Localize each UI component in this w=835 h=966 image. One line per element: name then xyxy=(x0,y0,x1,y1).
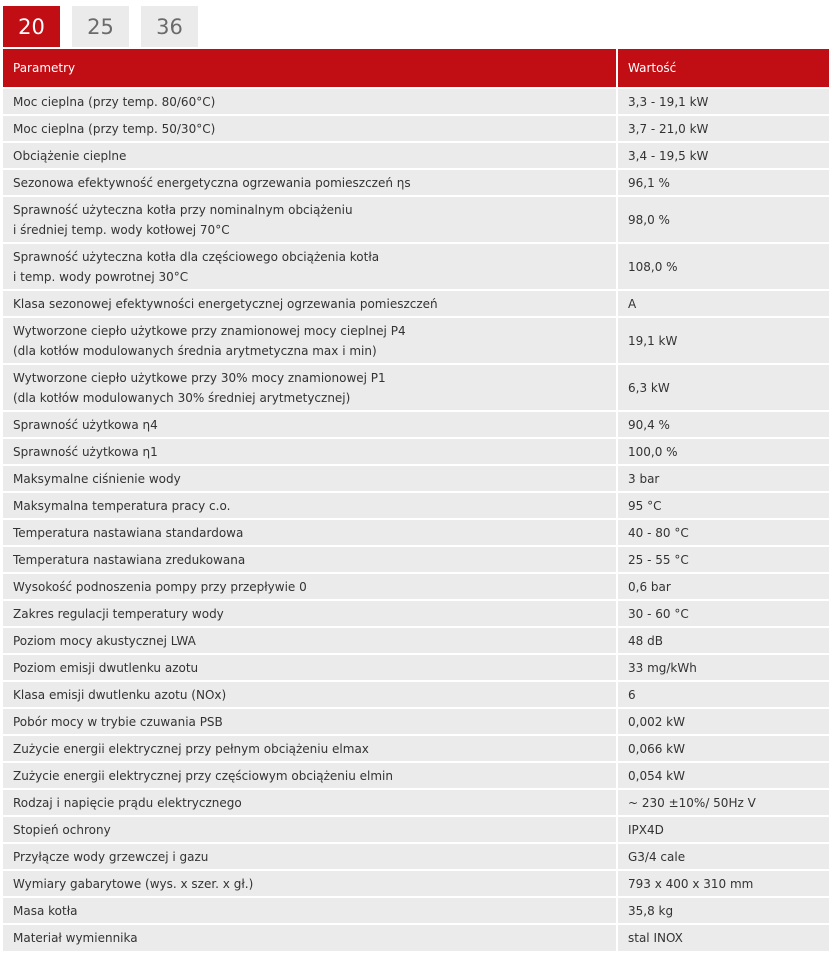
table-row xyxy=(3,681,829,708)
table-row xyxy=(3,924,829,951)
parameter-name: Wysokość podnoszenia pompy przy przepływie 0 xyxy=(3,573,617,600)
table-row xyxy=(3,364,829,411)
parameter-value: A xyxy=(617,290,829,317)
parameter-value: 6 xyxy=(617,681,829,708)
table-row xyxy=(3,546,829,573)
parameter-name: Poziom mocy akustycznej LWA xyxy=(3,627,617,654)
table-row xyxy=(3,627,829,654)
spec-table xyxy=(3,49,829,951)
table-row xyxy=(3,438,829,465)
parameter-value: 793 x 400 x 310 mm xyxy=(617,870,829,897)
table-row xyxy=(3,88,829,115)
table-row xyxy=(3,816,829,843)
parameter-value: 108,0 % xyxy=(617,243,829,290)
table-row xyxy=(3,411,829,438)
parameter-value: 25 - 55 °C xyxy=(617,546,829,573)
tab-power-20[interactable]: 20 xyxy=(3,6,60,47)
parameter-name: Rodzaj i napięcie prądu elektrycznego xyxy=(3,789,617,816)
parameter-name: Temperatura nastawiana zredukowana xyxy=(3,546,617,573)
table-row xyxy=(3,115,829,142)
parameter-value: 30 - 60 °C xyxy=(617,600,829,627)
table-row xyxy=(3,519,829,546)
parameter-name: Wymiary gabarytowe (wys. x szer. x gł.) xyxy=(3,870,617,897)
parameter-name: Maksymalna temperatura pracy c.o. xyxy=(3,492,617,519)
parameter-value: 48 dB xyxy=(617,627,829,654)
parameter-value: 96,1 % xyxy=(617,169,829,196)
parameter-name: Wytworzone ciepło użytkowe przy 30% mocy znamionowej P1 (dla kotłów modulowanych 30% średniej arytmetycznej) xyxy=(3,364,617,411)
parameter-value: ~ 230 ±10%/ 50Hz V xyxy=(617,789,829,816)
table-row xyxy=(3,735,829,762)
spec-table-body xyxy=(3,88,829,951)
parameter-value: 100,0 % xyxy=(617,438,829,465)
parameter-name: Przyłącze wody grzewczej i gazu xyxy=(3,843,617,870)
table-row xyxy=(3,243,829,290)
table-row xyxy=(3,843,829,870)
parameter-value: 19,1 kW xyxy=(617,317,829,364)
parameter-value: 90,4 % xyxy=(617,411,829,438)
parameter-value: 6,3 kW xyxy=(617,364,829,411)
parameter-value: 0,002 kW xyxy=(617,708,829,735)
parameter-value: 33 mg/kWh xyxy=(617,654,829,681)
parameter-name: Zużycie energii elektrycznej przy pełnym obciążeniu elmax xyxy=(3,735,617,762)
parameter-name: Zakres regulacji temperatury wody xyxy=(3,600,617,627)
parameter-name: Stopień ochrony xyxy=(3,816,617,843)
parameter-value: 3 bar xyxy=(617,465,829,492)
table-row xyxy=(3,317,829,364)
parameter-value: 0,066 kW xyxy=(617,735,829,762)
parameter-name: Sprawność użyteczna kotła dla częściowego obciążenia kotła i temp. wody powrotnej 30°C xyxy=(3,243,617,290)
parameter-name: Zużycie energii elektrycznej przy częściowym obciążeniu elmin xyxy=(3,762,617,789)
parameter-name: Klasa sezonowej efektywności energetycznej ogrzewania pomieszczeń xyxy=(3,290,617,317)
table-row xyxy=(3,142,829,169)
parameter-name: Moc cieplna (przy temp. 80/60°C) xyxy=(3,88,617,115)
table-row xyxy=(3,897,829,924)
parameter-value: G3/4 cale xyxy=(617,843,829,870)
parameter-name: Klasa emisji dwutlenku azotu (NOx) xyxy=(3,681,617,708)
table-row xyxy=(3,196,829,243)
parameter-name: Masa kotła xyxy=(3,897,617,924)
parameter-value: IPX4D xyxy=(617,816,829,843)
parameter-name: Sprawność użytkowa η4 xyxy=(3,411,617,438)
parameter-name: Pobór mocy w trybie czuwania PSB xyxy=(3,708,617,735)
tab-power-36[interactable]: 36 xyxy=(141,6,198,47)
parameter-value: 3,4 - 19,5 kW xyxy=(617,142,829,169)
parameter-name: Moc cieplna (przy temp. 50/30°C) xyxy=(3,115,617,142)
parameter-name: Materiał wymiennika xyxy=(3,924,617,951)
parameter-value: 0,6 bar xyxy=(617,573,829,600)
parameter-value: 98,0 % xyxy=(617,196,829,243)
table-row xyxy=(3,600,829,627)
parameter-value: 35,8 kg xyxy=(617,897,829,924)
table-row xyxy=(3,708,829,735)
table-row xyxy=(3,290,829,317)
table-row xyxy=(3,870,829,897)
table-header-row xyxy=(3,49,829,88)
parameter-value: 3,3 - 19,1 kW xyxy=(617,88,829,115)
parameter-name: Temperatura nastawiana standardowa xyxy=(3,519,617,546)
table-row xyxy=(3,789,829,816)
header-value: Wartość xyxy=(617,49,829,88)
parameter-value: 40 - 80 °C xyxy=(617,519,829,546)
parameter-name: Poziom emisji dwutlenku azotu xyxy=(3,654,617,681)
tab-power-25[interactable]: 25 xyxy=(72,6,129,47)
parameter-name: Sezonowa efektywność energetyczna ogrzewania pomieszczeń ηs xyxy=(3,169,617,196)
power-tabs xyxy=(3,6,198,47)
parameter-value: 3,7 - 21,0 kW xyxy=(617,115,829,142)
parameter-name: Maksymalne ciśnienie wody xyxy=(3,465,617,492)
table-row xyxy=(3,492,829,519)
table-row xyxy=(3,654,829,681)
parameter-name: Wytworzone ciepło użytkowe przy znamionowej mocy cieplnej P4 (dla kotłów modulowanych średnia arytmetyczna max i min) xyxy=(3,317,617,364)
parameter-name: Sprawność użyteczna kotła przy nominalnym obciążeniu i średniej temp. wody kotłowej 70°C xyxy=(3,196,617,243)
table-row xyxy=(3,169,829,196)
table-row xyxy=(3,465,829,492)
table-row xyxy=(3,573,829,600)
parameter-value: 0,054 kW xyxy=(617,762,829,789)
parameter-name: Sprawność użytkowa η1 xyxy=(3,438,617,465)
parameter-value: stal INOX xyxy=(617,924,829,951)
parameter-value: 95 °C xyxy=(617,492,829,519)
parameter-name: Obciążenie cieplne xyxy=(3,142,617,169)
header-parameters: Parametry xyxy=(3,49,617,88)
table-row xyxy=(3,762,829,789)
